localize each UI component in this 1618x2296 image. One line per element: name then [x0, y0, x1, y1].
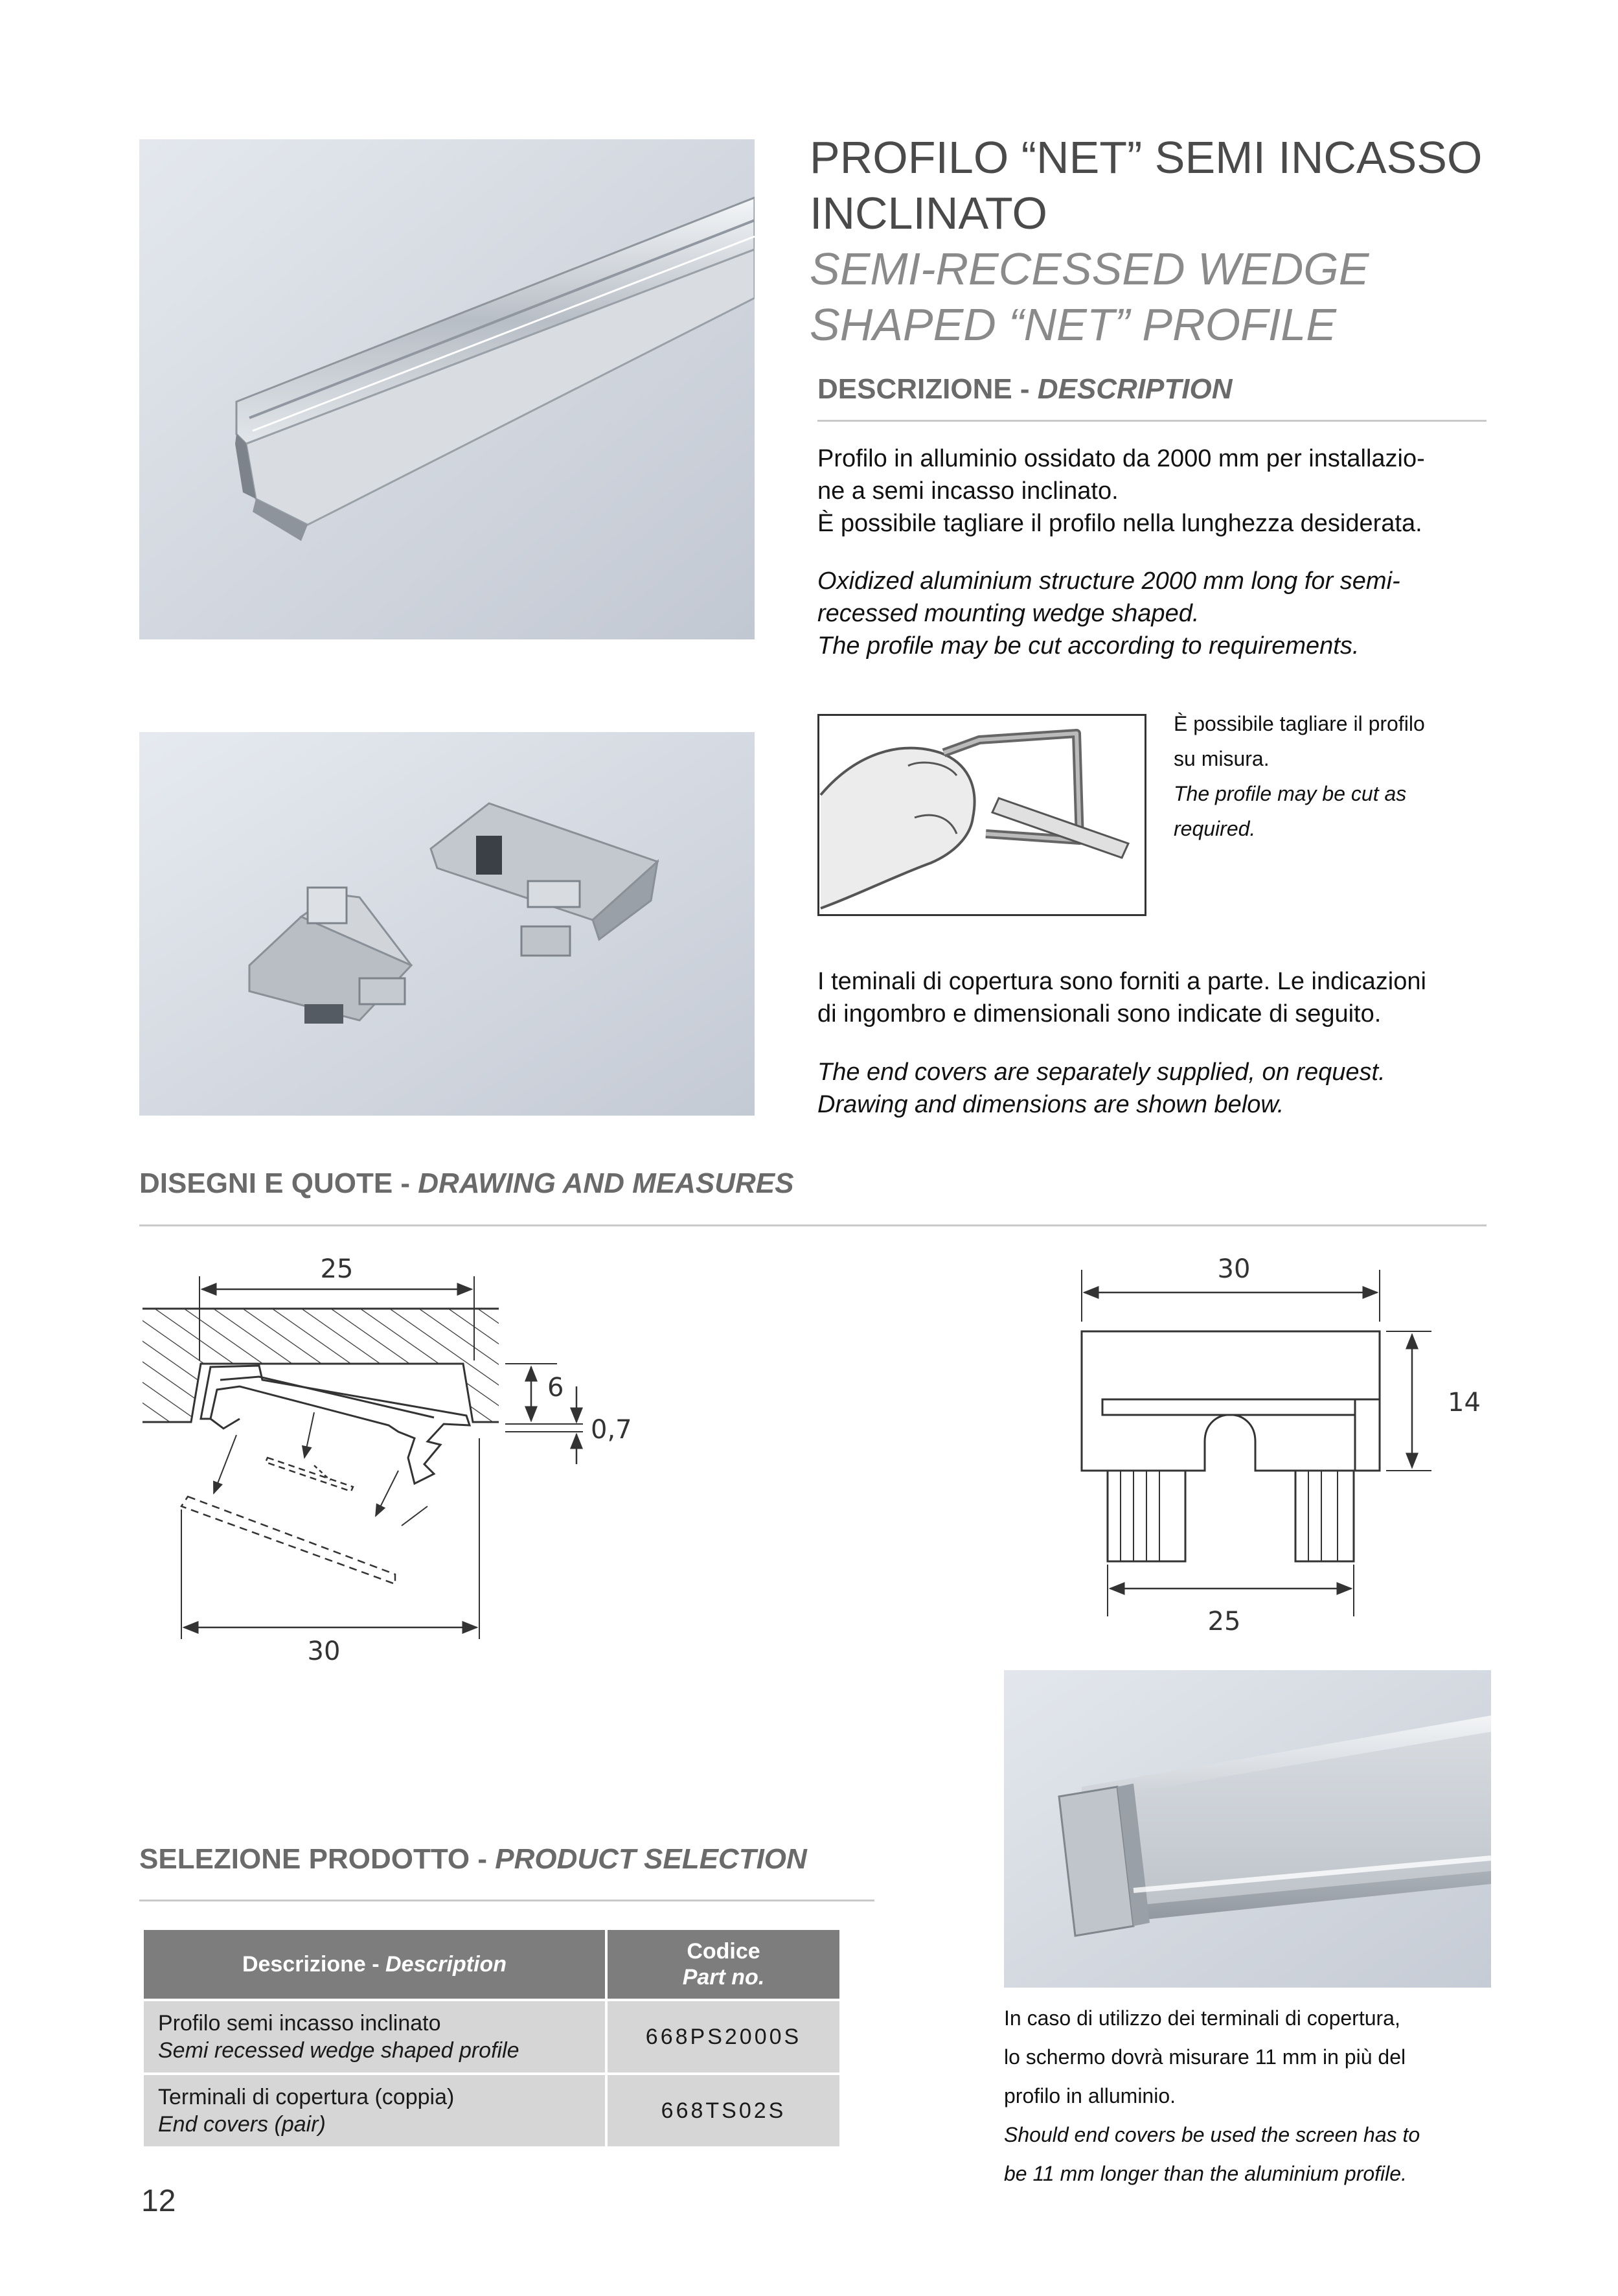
selection-heading: SELEZIONE PRODOTTO - PRODUCT SELECTION: [139, 1843, 807, 1875]
row-description: Terminali di copertura (coppia) End covers (pair): [144, 2075, 605, 2146]
row-part-no: 668TS02S: [608, 2075, 839, 2146]
row-description: Profilo semi incasso inclinato Semi recessed wedge shaped profile: [144, 2001, 605, 2072]
title-italian: PROFILO “NET” SEMI INCASSO INCLINATO: [810, 132, 1483, 238]
col-description: Descrizione - Description: [144, 1930, 605, 1999]
description-rule: [817, 420, 1487, 422]
profile-photo: [139, 139, 755, 639]
product-table: [141, 1927, 842, 2149]
dim-profile-bottom: 30: [307, 1636, 341, 1666]
drawings-rule: [139, 1224, 1487, 1226]
end-cover-drawing: [1049, 1244, 1529, 1646]
screen-note-it: In caso di utilizzo dei terminali di copertura, lo schermo dovrà misurare 11 mm in più del profilo in alluminio.: [1004, 2006, 1406, 2107]
covered-profile-photo: [1004, 1670, 1491, 1988]
description-heading: DESCRIZIONE - DESCRIPTION: [817, 373, 1233, 405]
dim-profile-depth: 6: [547, 1373, 564, 1403]
title-english: SEMI-RECESSED WEDGE SHAPED “NET” PROFILE: [810, 244, 1369, 350]
dim-cover-bottom: 25: [1207, 1607, 1241, 1636]
end-covers-photo: [139, 732, 755, 1116]
table-row: [144, 2001, 839, 2072]
end-covers-text-en: The end covers are separately supplied, on request. Drawing and dimensions are shown below.: [817, 1059, 1385, 1118]
dim-cover-top: 30: [1217, 1254, 1251, 1284]
page-number: 12: [141, 2184, 176, 2218]
cut-illustration: [817, 714, 1146, 916]
profile-section-drawing: [130, 1250, 680, 1671]
col-part-no: Codice Part no.: [608, 1930, 839, 1999]
row-part-no: 668PS2000S: [608, 2001, 839, 2072]
cut-note-it: È possibile tagliare il profilo su misura.: [1174, 712, 1425, 770]
table-row: [144, 2075, 839, 2146]
drawings-heading: DISEGNI E QUOTE - DRAWING AND MEASURES: [139, 1167, 794, 1199]
end-covers-text-it: I teminali di copertura sono forniti a parte. Le indicazioni di ingombro e dimensionali sono indicate di seguito.: [817, 968, 1426, 1027]
screen-note-en: Should end covers be used the screen has to be 11 mm longer than the aluminium profile.: [1004, 2123, 1420, 2185]
cut-note-en: The profile may be cut as required.: [1174, 782, 1407, 840]
description-text-en: Oxidized aluminium structure 2000 mm long for semi- recessed mounting wedge shaped. The profile may be cut according to requirements.: [817, 568, 1400, 660]
selection-rule: [139, 1900, 874, 1901]
dim-profile-offset: 0,7: [591, 1415, 632, 1445]
dim-profile-top: 25: [320, 1254, 354, 1284]
table-header-row: [144, 1930, 839, 1999]
dim-cover-height: 14: [1448, 1388, 1481, 1418]
description-text-it: Profilo in alluminio ossidato da 2000 mm per installazio- ne a semi incasso inclinato. È possibile tagliare il profilo nella lunghezza desiderata.: [817, 445, 1425, 537]
